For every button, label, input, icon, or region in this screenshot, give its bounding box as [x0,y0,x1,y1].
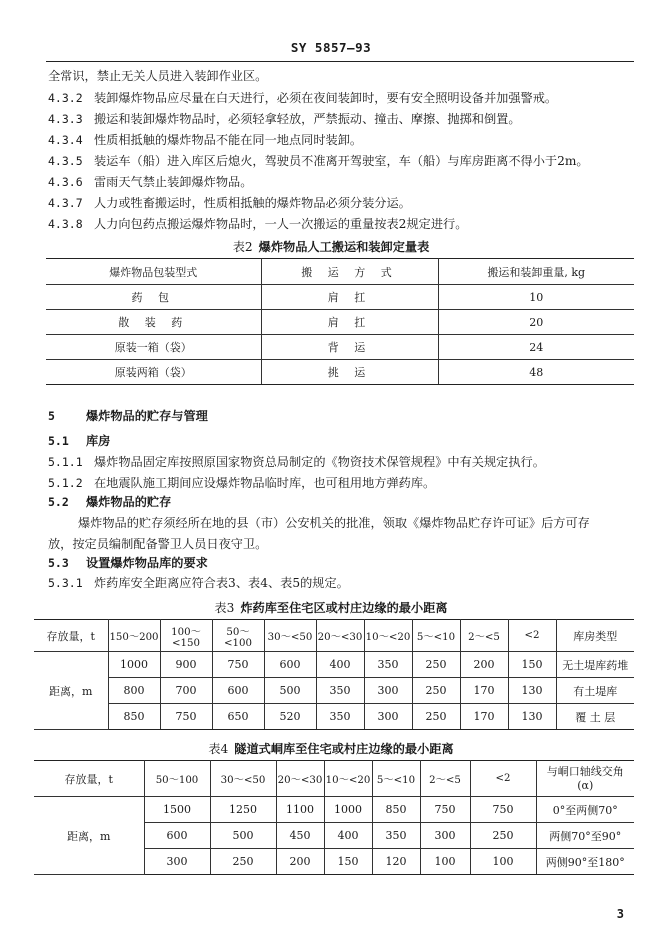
table-cell: 300 [420,823,470,849]
table-header-row [34,620,634,652]
table-header-cell: <2 [470,761,536,797]
table-cell: 170 [460,704,508,730]
clause-number: 4.3.5 [48,154,83,168]
table2-caption [0,238,662,255]
table-cell: 900 [160,652,212,678]
table-cell: 1250 [210,797,276,823]
section-5-3-title [48,555,208,571]
table-header-cell: 50～<100 [212,620,264,652]
row-label-cell: 距离，m [34,652,108,730]
table-cell: 250 [412,704,460,730]
table3-title: 炸药库至住宅区或村庄边缘的最小距离 [240,601,448,615]
clause-number: 5.1.2 [48,476,83,490]
clause-number: 4.3.3 [48,112,83,126]
section-title: 爆炸物品的贮存与管理 [86,409,208,423]
table-cell: 挑 运 [261,360,438,385]
table2 [46,258,634,385]
table-header-cell: 2～<5 [420,761,470,797]
section-title: 设置爆炸物品库的要求 [86,556,208,570]
table-row [46,310,634,335]
table-cell: 600 [264,652,316,678]
table3 [34,619,634,730]
table-cell: 300 [364,678,412,704]
clause-text: 装运车（船）进入库区后熄火，驾驶员不准离开驾驶室，车（船）与库房距离不得小于2m。 [94,154,589,168]
table-row [46,360,634,385]
table-header-cell: 5～<10 [412,620,460,652]
clause-5-2-text-2: 放，按定员编制配备警卫人员日夜守卫。 [48,537,268,551]
table-header-cell: 10～<20 [324,761,372,797]
angle-header-line2: (α) [577,778,594,792]
table-header-cell: 20～<30 [276,761,324,797]
table-cell: 750 [420,797,470,823]
table-cell: 850 [372,797,420,823]
table-cell: 100 [420,849,470,875]
section-number: 5.2 [48,495,69,509]
table-cell: 300 [364,704,412,730]
section-5-title [48,408,208,424]
table-header-cell: 爆炸物品包装型式 [46,259,261,285]
clause-text: 爆炸物品固定库按照原国家物资总局制定的《物资技术保管规程》中有关规定执行。 [94,455,545,469]
table-cell: 250 [470,823,536,849]
table-cell: 750 [160,704,212,730]
table-cell: 48 [438,360,634,385]
table-cell: 750 [470,797,536,823]
table-cell: 250 [412,652,460,678]
table-header-cell: 20～<30 [316,620,364,652]
table-cell: 250 [412,678,460,704]
table-cell: 450 [276,823,324,849]
table-cell: 1000 [324,797,372,823]
clause-text: 装卸爆炸物品应尽量在白天进行，必须在夜间装卸时，要有安全照明设备并加强警戒。 [94,91,558,105]
table-cell: 150 [508,652,556,678]
table3-number: 表3 [214,601,235,615]
row-label-cell: 距离，m [34,797,144,875]
table-row [46,335,634,360]
table4 [34,760,634,875]
table-cell: 400 [316,652,364,678]
clause-5-2-text-1: 爆炸物品的贮存须经所在地的县（市）公安机关的批准，领取《爆炸物品贮存许可证》后方可存 [78,516,590,530]
table-cell: 100 [470,849,536,875]
table3-caption [0,599,662,616]
angle-header-line1: 与峒口轴线交角 [546,764,624,778]
table-cell: 1000 [108,652,160,678]
table-cell: 有土堤库 [556,678,634,704]
table-cell: 500 [210,823,276,849]
table-cell: 1100 [276,797,324,823]
table-cell: 两侧90°至180° [536,849,634,875]
clause-5-1-1 [48,454,545,470]
table-cell: 130 [508,678,556,704]
clause-4-3-8 [48,216,467,232]
table-cell: 1500 [144,797,210,823]
table-header-cell: 搬运和装卸重量, kg [438,259,634,285]
clause-number: 4.3.4 [48,133,83,147]
table-header-cell: 100～<150 [160,620,212,652]
table-cell: 350 [372,823,420,849]
table-cell: 24 [438,335,634,360]
table-row [34,678,634,704]
table-cell: 150 [324,849,372,875]
table-cell: 300 [144,849,210,875]
table-header-cell: 搬 运 方 式 [261,259,438,285]
section-5-1-title [48,433,110,449]
table4-title: 隧道式峒库至住宅或村庄边缘的最小距离 [234,742,454,756]
section-number: 5 [48,409,55,423]
table-header-cell: 库房类型 [556,620,634,652]
table-cell: 两侧70°至90° [536,823,634,849]
table4-caption [0,740,662,757]
clause-4-3-4 [48,132,362,148]
table-row [34,797,634,823]
table-cell: 250 [210,849,276,875]
table-cell: 0°至两侧70° [536,797,634,823]
table-cell: 850 [108,704,160,730]
table-cell: 覆 土 层 [556,704,634,730]
table-cell: 600 [144,823,210,849]
table-cell: 400 [324,823,372,849]
table-cell: 原装两箱（袋） [46,360,261,385]
section-title: 库房 [86,434,111,448]
table-cell: 肩 扛 [261,310,438,335]
clause-number: 4.3.7 [48,196,83,210]
table-cell: 120 [372,849,420,875]
table-header-cell: 10～<20 [364,620,412,652]
clause-number: 4.3.6 [48,175,83,189]
table-cell: 200 [460,652,508,678]
clause-4-3-5 [48,153,589,169]
table-cell: 350 [364,652,412,678]
table-cell: 背 运 [261,335,438,360]
clause-number: 4.3.2 [48,91,83,105]
clause-4-3-2 [48,90,557,106]
clause-5-3-1 [48,575,349,591]
table-cell: 200 [276,849,324,875]
table-cell: 药 包 [46,285,261,310]
table-header-cell: 5～<10 [372,761,420,797]
clause-text: 在地震队施工期间应设爆炸物品临时库，也可租用地方弹药库。 [94,476,436,490]
clause-text: 性质相抵触的爆炸物品不能在同一地点同时装卸。 [94,133,363,147]
clause-4-3-7 [48,195,411,211]
table-header-cell: 存放量，t [34,620,108,652]
table-cell: 750 [212,652,264,678]
table-cell: 170 [460,678,508,704]
header-rule [46,61,634,62]
document-header: SY 5857—93 [290,40,372,55]
table-cell: 500 [264,678,316,704]
clause-number: 4.3.8 [48,217,83,231]
table-header-cell: 30～<50 [210,761,276,797]
table-cell: 350 [316,704,364,730]
table-cell: 无土堤库药堆 [556,652,634,678]
table-cell: 肩 扛 [261,285,438,310]
table-row [34,704,634,730]
clause-number: 5.3.1 [48,576,83,590]
clause-4-3-3 [48,111,521,127]
intro-line: 全常识，禁止无关人员进入装卸作业区。 [48,69,268,83]
section-title: 爆炸物品的贮存 [86,495,172,509]
page-number: 3 [616,907,624,921]
table-header-cell: 存放量，t [34,761,144,797]
table-cell: 20 [438,310,634,335]
table-header-cell: 30～<50 [264,620,316,652]
clause-4-3-6 [48,174,252,190]
clause-text: 炸药库安全距离应符合表3、表4、表5的规定。 [94,576,349,590]
table-cell: 散 装 药 [46,310,261,335]
table-header-cell: 2～<5 [460,620,508,652]
clause-5-1-2 [48,475,435,491]
table-cell: 350 [316,678,364,704]
table-header-row [34,761,634,797]
table-header-row [46,259,634,285]
table-header-cell: 50～100 [144,761,210,797]
table2-title: 爆炸物品人工搬运和装卸定量表 [258,240,430,254]
table-cell: 520 [264,704,316,730]
table4-number: 表4 [208,742,229,756]
table-row [34,652,634,678]
section-number: 5.3 [48,556,69,570]
table-header-cell: <2 [508,620,556,652]
table-row [46,285,634,310]
table-cell: 600 [212,678,264,704]
table-cell: 650 [212,704,264,730]
table-header-cell: 150～200 [108,620,160,652]
table-cell: 130 [508,704,556,730]
section-5-2-title [48,494,171,510]
clause-text: 搬运和装卸爆炸物品时，必须轻拿轻放，严禁振动、撞击、摩擦、抛掷和倒置。 [94,112,521,126]
clause-text: 人力或牲畜搬运时，性质相抵触的爆炸物品必须分装分运。 [94,196,411,210]
table-header-cell [536,761,634,797]
table-cell: 800 [108,678,160,704]
table2-number: 表2 [232,240,253,254]
clause-text: 人力向包药点搬运爆炸物品时，一人一次搬运的重量按表2规定进行。 [94,217,468,231]
clause-number: 5.1.1 [48,455,83,469]
table-cell: 700 [160,678,212,704]
clause-text: 雷雨天气禁止装卸爆炸物品。 [94,175,253,189]
table-cell: 10 [438,285,634,310]
table-cell: 原装一箱（袋） [46,335,261,360]
section-number: 5.1 [48,434,69,448]
